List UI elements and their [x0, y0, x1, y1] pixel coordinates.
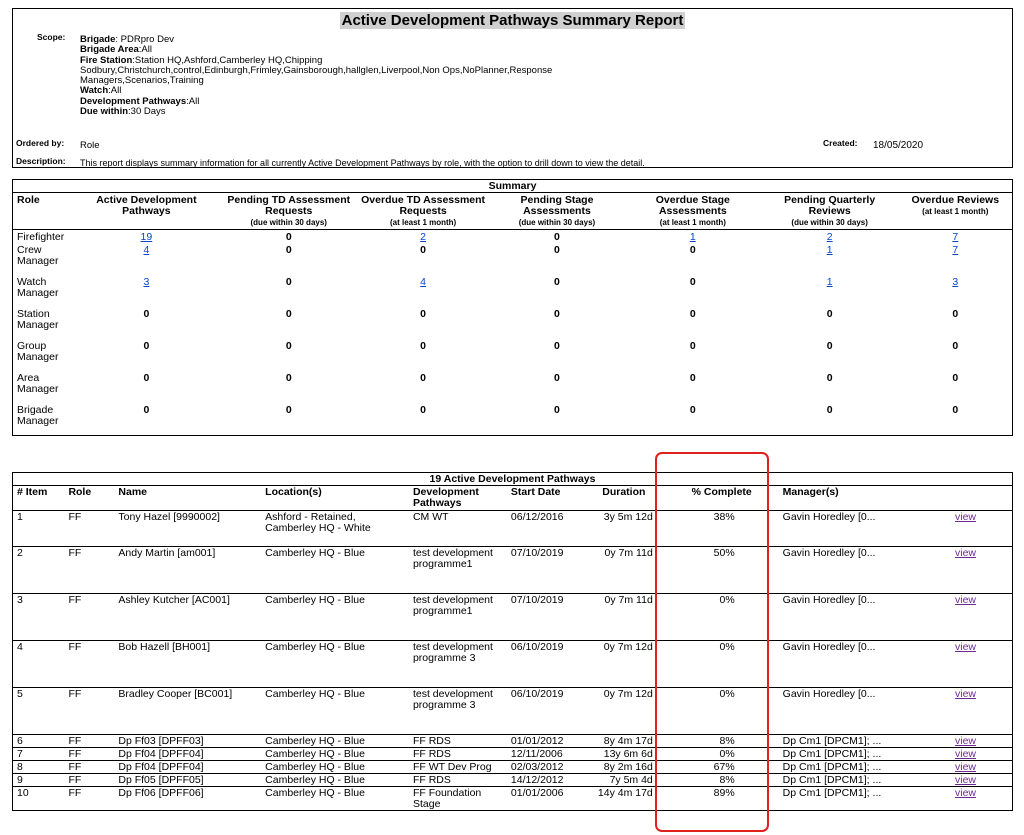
summary-cell: 0 [554, 308, 560, 320]
pathway-pathway: FF RDS [409, 748, 507, 761]
summary-cell: 0 [420, 372, 427, 384]
summary-role: Area Manager [17, 372, 59, 395]
pathway-item: 6 [13, 735, 65, 748]
summary-cell: 0 [826, 404, 833, 416]
view-link[interactable]: view [954, 511, 976, 523]
view-cell [905, 641, 1013, 688]
pathway-item: 8 [13, 761, 65, 774]
pathway-row [13, 511, 1013, 547]
description-text: This report displays summary information for all currently Active Development Pathways by role, with the option to drill down to view the detail. [80, 158, 645, 168]
summary-col-header: Overdue Stage Assessments (at least 1 month) [625, 193, 761, 230]
pathway-pathway: FF Foundation Stage [409, 787, 507, 811]
summary-cell: 0 [952, 308, 959, 320]
summary-col-header: Pending Stage Assessments (due within 30 days) [489, 193, 625, 230]
summary-cell [72, 243, 220, 275]
pathway-pathway: FF RDS [409, 774, 507, 787]
pathway-duration: 13y 6m 6d [583, 748, 665, 761]
report-header [12, 8, 1013, 168]
pathway-pathway: CM WT [409, 511, 507, 547]
summary-cell: 0 [285, 244, 292, 256]
pathway-complete: 50% [665, 547, 779, 594]
pathway-name: Bob Hazell [BH001] [114, 641, 261, 688]
pathway-name: Dp Ff06 [DPFF06] [114, 787, 261, 811]
summary-cell: 0 [689, 372, 696, 384]
pathway-item: 5 [13, 688, 65, 735]
summary-cell: 0 [952, 372, 959, 384]
pathway-duration: 0y 7m 11d [583, 547, 665, 594]
pathway-complete: 8% [665, 735, 779, 748]
pathway-manager: Dp Cm1 [DPCM1]; ... [779, 787, 905, 811]
pathway-name: Dp Ff03 [DPFF03] [114, 735, 261, 748]
pathways-col-header: Role [64, 486, 114, 511]
summary-cell: 0 [143, 308, 150, 320]
view-cell [905, 787, 1013, 811]
summary-count-link[interactable]: 3 [143, 276, 150, 288]
summary-cell: 0 [285, 308, 292, 320]
pathway-location: Camberley HQ - Blue [261, 774, 409, 787]
ordered-by-label: Ordered by: [16, 138, 65, 148]
pathway-row [13, 547, 1013, 594]
pathway-duration: 0y 7m 11d [583, 594, 665, 641]
pathway-row [13, 787, 1013, 811]
pathway-manager: Gavin Horedley [0... [779, 547, 905, 594]
pathway-item: 9 [13, 774, 65, 787]
pathway-item: 10 [13, 787, 65, 811]
summary-count-link[interactable]: 2 [826, 231, 833, 243]
view-cell [905, 511, 1013, 547]
pathway-duration: 0y 7m 12d [583, 688, 665, 735]
view-link[interactable]: view [954, 761, 976, 773]
pathway-start: 07/10/2019 [507, 547, 583, 594]
scope-label: Scope: [37, 32, 66, 42]
summary-title: Summary [13, 180, 1013, 193]
summary-cell [899, 275, 1013, 307]
summary-table [12, 179, 1013, 436]
pathway-name: Dp Ff04 [DPFF04] [114, 748, 261, 761]
summary-cell [72, 230, 220, 244]
summary-header-row [13, 193, 1013, 230]
pathways-col-header: Start Date [507, 486, 583, 511]
created-date: 18/05/2020 [873, 140, 924, 151]
pathway-complete: 0% [665, 748, 779, 761]
pathway-complete: 0% [665, 688, 779, 735]
pathway-item: 3 [13, 594, 65, 641]
pathway-start: 02/03/2012 [507, 761, 583, 774]
pathways-col-header [905, 486, 1013, 511]
pathway-role: FF [64, 748, 114, 761]
pathway-complete: 38% [665, 511, 779, 547]
pathway-location: Ashford - Retained, Camberley HQ - White [261, 511, 409, 547]
summary-cell: 0 [420, 404, 427, 416]
summary-count-link[interactable]: 19 [140, 231, 153, 243]
pathway-role: FF [64, 761, 114, 774]
summary-cell [761, 230, 899, 244]
summary-row [13, 339, 1013, 371]
summary-col-header: Active Development Pathways [72, 193, 220, 230]
summary-cell: 0 [285, 404, 292, 416]
pathway-row [13, 688, 1013, 735]
summary-count-link[interactable]: 1 [689, 231, 696, 243]
pathway-complete: 67% [665, 761, 779, 774]
summary-count-link[interactable]: 2 [420, 231, 427, 243]
view-link[interactable]: view [954, 594, 976, 606]
pathway-pathway: test development programme1 [409, 547, 507, 594]
summary-cell [761, 243, 899, 275]
pathway-item: 4 [13, 641, 65, 688]
pathway-complete: 0% [665, 641, 779, 688]
view-link[interactable]: view [954, 735, 976, 747]
summary-row [13, 275, 1013, 307]
summary-cell: 0 [826, 372, 833, 384]
pathway-row [13, 774, 1013, 787]
pathway-item: 1 [13, 511, 65, 547]
summary-cell [899, 230, 1013, 244]
summary-row [13, 371, 1013, 403]
pathway-location: Camberley HQ - Blue [261, 594, 409, 641]
summary-cell: 0 [143, 404, 150, 416]
ordered-by-value: Role [80, 140, 100, 151]
summary-cell: 0 [554, 244, 560, 256]
pathway-manager: Dp Cm1 [DPCM1]; ... [779, 748, 905, 761]
summary-col-header: Role [13, 193, 73, 230]
summary-row [13, 403, 1013, 435]
view-cell [905, 761, 1013, 774]
pathway-row [13, 641, 1013, 688]
pathway-duration: 3y 5m 12d [583, 511, 665, 547]
pathway-pathway: test development programme 3 [409, 641, 507, 688]
summary-cell: 0 [952, 404, 959, 416]
summary-count-link[interactable]: 3 [952, 276, 959, 288]
pathway-pathway: test development programme1 [409, 594, 507, 641]
summary-row [13, 230, 1013, 244]
summary-role: Firefighter [17, 231, 65, 243]
pathways-col-header: Duration [583, 486, 665, 511]
pathway-row [13, 761, 1013, 774]
summary-count-link[interactable]: 1 [826, 276, 833, 288]
summary-role: Brigade Manager [17, 404, 59, 427]
pathway-complete: 0% [665, 594, 779, 641]
pathway-manager: Dp Cm1 [DPCM1]; ... [779, 761, 905, 774]
summary-count-link[interactable]: 4 [143, 244, 150, 256]
pathway-complete: 8% [665, 774, 779, 787]
pathway-duration: 14y 4m 17d [583, 787, 665, 811]
pathway-manager: Gavin Horedley [0... [779, 594, 905, 641]
summary-cell: 0 [689, 308, 696, 320]
view-cell [905, 748, 1013, 761]
summary-cell [625, 230, 761, 244]
summary-role: Crew Manager [17, 244, 59, 267]
pathway-location: Camberley HQ - Blue [261, 787, 409, 811]
pathway-duration: 0y 7m 12d [583, 641, 665, 688]
summary-col-header: Overdue Reviews (at least 1 month) [899, 193, 1013, 230]
pathway-manager: Gavin Horedley [0... [779, 511, 905, 547]
pathway-name: Dp Ff05 [DPFF05] [114, 774, 261, 787]
pathway-location: Camberley HQ - Blue [261, 641, 409, 688]
summary-cell: 0 [826, 340, 833, 352]
pathway-start: 06/10/2019 [507, 641, 583, 688]
pathway-start: 01/01/2012 [507, 735, 583, 748]
pathway-item: 7 [13, 748, 65, 761]
pathway-role: FF [64, 594, 114, 641]
summary-cell: 0 [689, 340, 696, 352]
summary-cell: 0 [420, 340, 427, 352]
pathway-duration: 8y 2m 16d [583, 761, 665, 774]
summary-col-header: Pending TD Assessment Requests (due within 30 days) [220, 193, 357, 230]
pathway-start: 07/10/2019 [507, 594, 583, 641]
summary-cell: 0 [285, 340, 292, 352]
pathways-col-header: # Item [13, 486, 65, 511]
pathways-header-row [13, 486, 1013, 511]
pathway-start: 12/11/2006 [507, 748, 583, 761]
pathway-pathway: FF WT Dev Prog [409, 761, 507, 774]
summary-role: Watch Manager [17, 276, 59, 299]
pathway-start: 06/12/2016 [507, 511, 583, 547]
pathway-location: Camberley HQ - Blue [261, 547, 409, 594]
summary-cell: 0 [554, 372, 560, 384]
pathway-start: 01/01/2006 [507, 787, 583, 811]
summary-cell: 0 [554, 276, 560, 288]
summary-cell: 0 [285, 231, 292, 243]
pathway-name: Tony Hazel [9990002] [114, 511, 261, 547]
summary-cell: 0 [554, 404, 560, 416]
pathway-role: FF [64, 774, 114, 787]
pathway-role: FF [64, 688, 114, 735]
summary-cell: 0 [952, 340, 959, 352]
pathway-item: 2 [13, 547, 65, 594]
description-label: Description: [16, 156, 66, 166]
summary-cell: 0 [826, 308, 833, 320]
view-cell [905, 688, 1013, 735]
summary-cell: 0 [143, 372, 150, 384]
pathway-pathway: test development programme 3 [409, 688, 507, 735]
pathway-duration: 8y 4m 17d [583, 735, 665, 748]
pathway-manager: Gavin Horedley [0... [779, 641, 905, 688]
view-link[interactable]: view [954, 748, 976, 760]
pathway-role: FF [64, 511, 114, 547]
pathway-name: Ashley Kutcher [AC001] [114, 594, 261, 641]
pathways-col-header: Name [114, 486, 261, 511]
summary-cell: 0 [420, 244, 427, 256]
summary-count-link[interactable]: 7 [952, 231, 959, 243]
pathway-manager: Dp Cm1 [DPCM1]; ... [779, 735, 905, 748]
pathway-name: Bradley Cooper [BC001] [114, 688, 261, 735]
pathway-name: Dp Ff04 [DPFF04] [114, 761, 261, 774]
summary-cell [357, 275, 489, 307]
pathway-name: Andy Martin [am001] [114, 547, 261, 594]
pathway-manager: Dp Cm1 [DPCM1]; ... [779, 774, 905, 787]
pathway-location: Camberley HQ - Blue [261, 748, 409, 761]
summary-cell: 0 [285, 372, 292, 384]
summary-cell [72, 275, 220, 307]
summary-cell [899, 243, 1013, 275]
pathways-col-header: Manager(s) [779, 486, 905, 511]
view-cell [905, 547, 1013, 594]
view-link[interactable]: view [954, 787, 976, 799]
view-link[interactable]: view [954, 774, 976, 786]
summary-cell: 0 [143, 340, 150, 352]
pathway-complete: 89% [665, 787, 779, 811]
pathway-row [13, 748, 1013, 761]
summary-cell: 0 [689, 244, 696, 256]
view-link[interactable]: view [954, 688, 976, 700]
summary-row [13, 307, 1013, 339]
summary-cell: 0 [689, 404, 696, 416]
summary-cell [357, 230, 489, 244]
view-cell [905, 594, 1013, 641]
pathway-duration: 7y 5m 4d [583, 774, 665, 787]
summary-count-link[interactable]: 4 [420, 276, 427, 288]
summary-cell: 0 [689, 276, 696, 288]
pathway-role: FF [64, 547, 114, 594]
pathway-role: FF [64, 735, 114, 748]
view-cell [905, 774, 1013, 787]
view-link[interactable]: view [954, 641, 976, 653]
pathway-row [13, 735, 1013, 748]
summary-col-header: Overdue TD Assessment Requests (at least 1 month) [357, 193, 489, 230]
summary-cell: 0 [420, 308, 427, 320]
pathway-role: FF [64, 641, 114, 688]
pathways-col-header: % Complete [665, 486, 779, 511]
created-label: Created: [823, 138, 858, 148]
pathway-row [13, 594, 1013, 641]
pathway-manager: Gavin Horedley [0... [779, 688, 905, 735]
pathways-table [12, 472, 1013, 811]
summary-cell: 0 [285, 276, 292, 288]
pathway-start: 06/10/2019 [507, 688, 583, 735]
pathway-location: Camberley HQ - Blue [261, 735, 409, 748]
pathways-col-header: Development Pathways [409, 486, 507, 511]
pathway-location: Camberley HQ - Blue [261, 688, 409, 735]
summary-role: Group Manager [17, 340, 59, 363]
summary-count-link[interactable]: 1 [826, 244, 833, 256]
scope-details: Brigade: PDRpro Dev Brigade Area:All Fire Station:Station HQ,Ashford,Camberley HQ,Chipping Sodbury,Christchurch,control,Edinburgh,Frimley,Gainsborough,hallglen,Liverpool,Non Ops,NoPlanner,Response Managers,Scenarios,Training Watch:All Development Pathways:All Due within:30 Days [80, 34, 553, 118]
pathways-col-header: Location(s) [261, 486, 409, 511]
summary-count-link[interactable]: 7 [952, 244, 959, 256]
view-link[interactable]: view [954, 547, 976, 559]
view-cell [905, 735, 1013, 748]
report-title: Active Development Pathways Summary Report [341, 12, 684, 29]
summary-row [13, 243, 1013, 275]
summary-cell: 0 [554, 340, 560, 352]
pathway-pathway: FF RDS [409, 735, 507, 748]
pathways-title: 19 Active Development Pathways [13, 473, 1013, 486]
pathway-role: FF [64, 787, 114, 811]
summary-role: Station Manager [17, 308, 59, 331]
pathway-start: 14/12/2012 [507, 774, 583, 787]
summary-cell [761, 275, 899, 307]
summary-cell: 0 [554, 231, 560, 243]
summary-col-header: Pending Quarterly Reviews (due within 30 days) [761, 193, 899, 230]
pathway-location: Camberley HQ - Blue [261, 761, 409, 774]
